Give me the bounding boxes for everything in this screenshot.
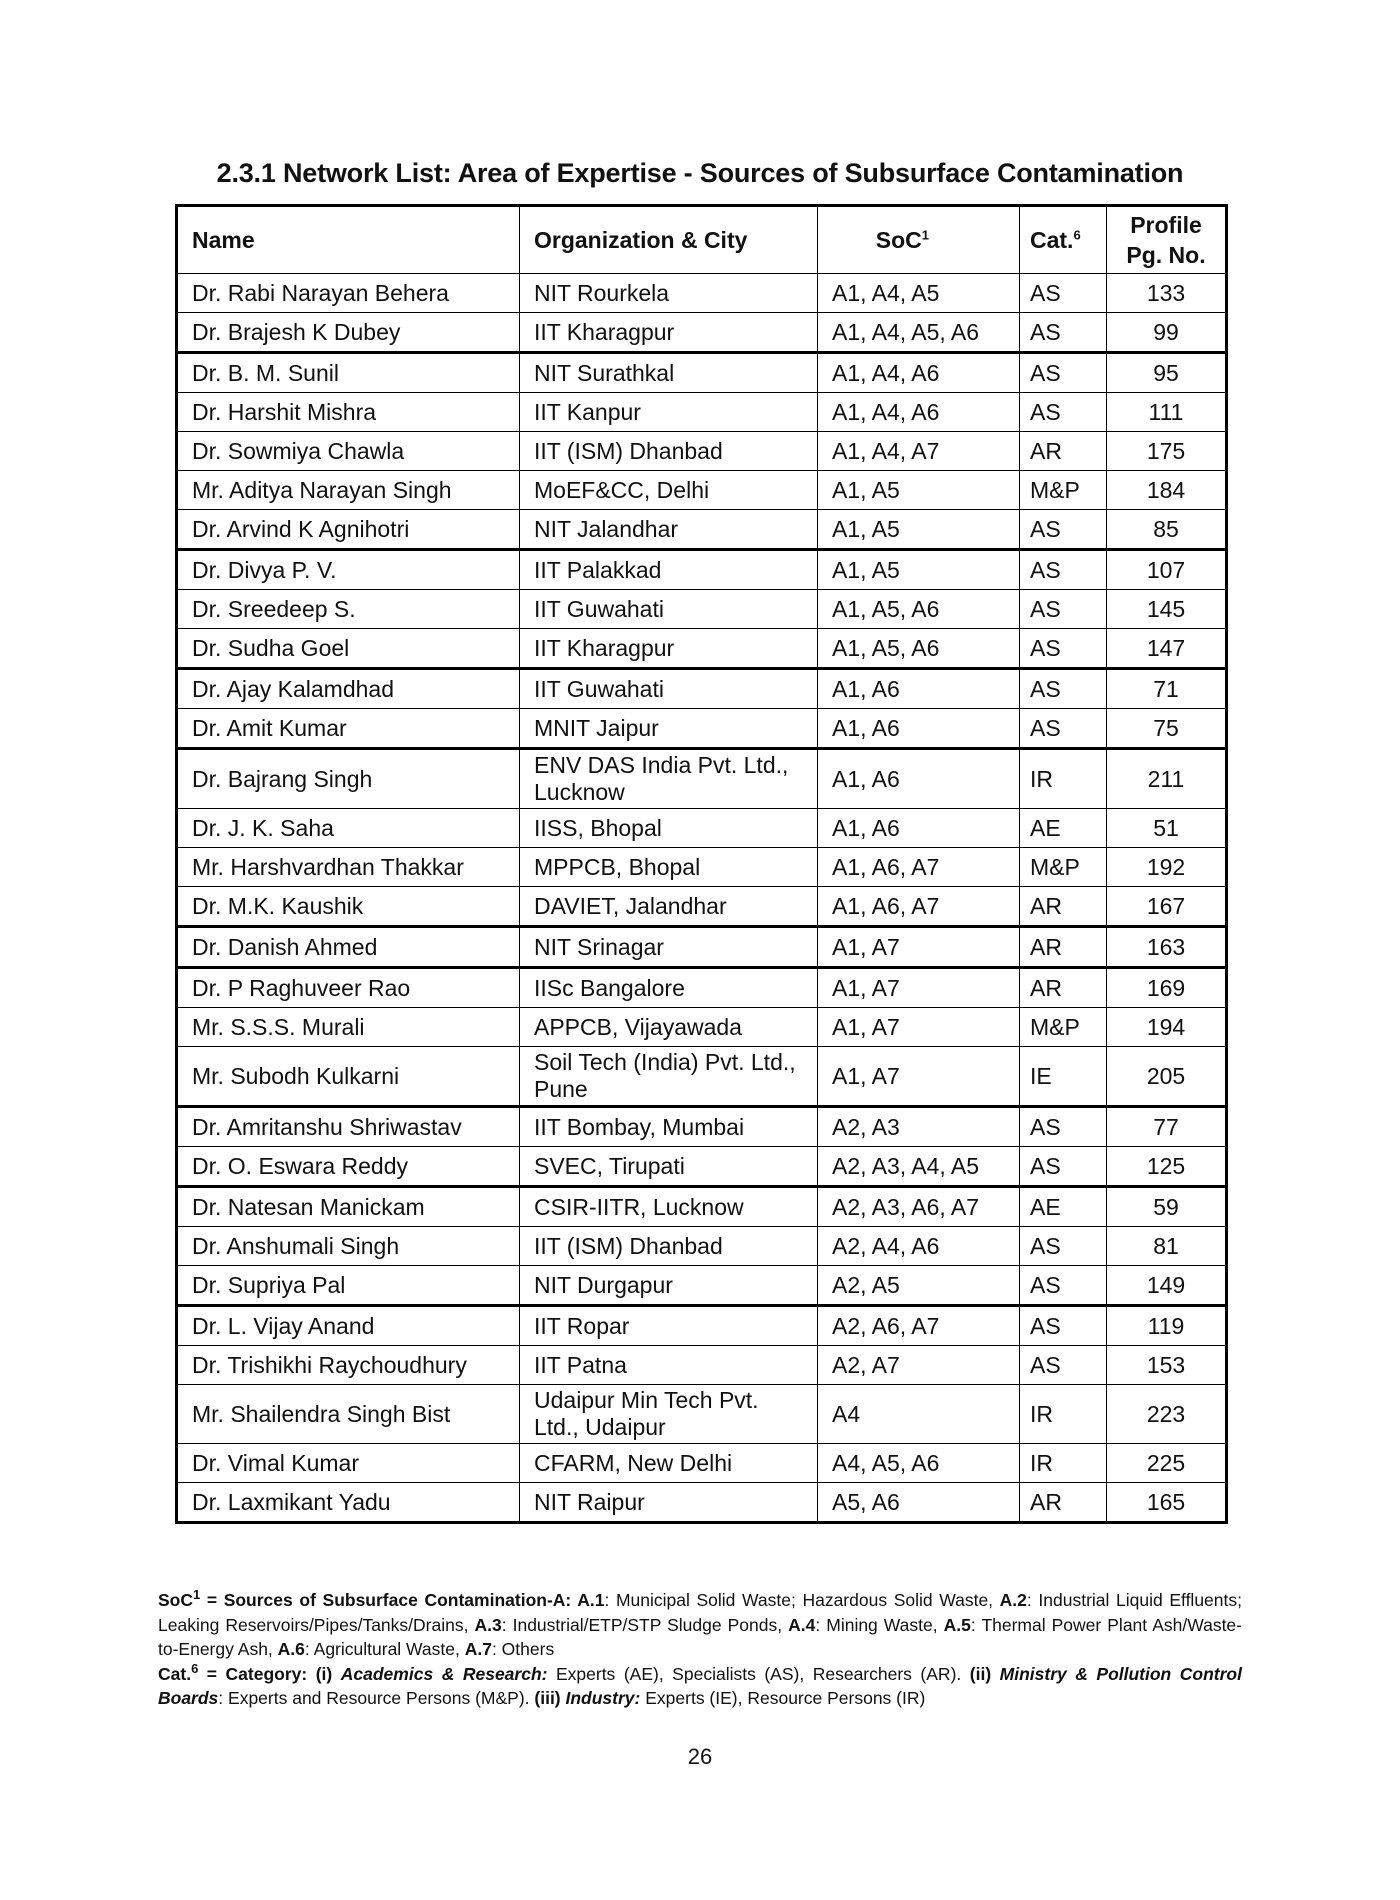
cell-soc: A1, A6 — [818, 749, 1020, 809]
cell-soc: A1, A7 — [818, 1008, 1020, 1047]
cell-soc: A1, A7 — [818, 927, 1020, 968]
cell-organization: IIT Patna — [520, 1346, 818, 1385]
table-row — [177, 1306, 1227, 1346]
table-row — [177, 629, 1227, 669]
cell-soc: A1, A6, A7 — [818, 887, 1020, 927]
cell-organization: APPCB, Vijayawada — [520, 1008, 818, 1047]
cell-organization: IISc Bangalore — [520, 968, 818, 1008]
cell-organization: NIT Surathkal — [520, 353, 818, 393]
cell-profile-page: 111 — [1107, 393, 1227, 432]
cell-category: AE — [1020, 809, 1107, 848]
page-title: 2.3.1 Network List: Area of Expertise - Sources of Subsurface Contamination — [216, 158, 1184, 188]
cell-profile-page: 85 — [1107, 510, 1227, 550]
cell-profile-page: 99 — [1107, 313, 1227, 353]
cell-name: Mr. Subodh Kulkarni — [177, 1047, 520, 1107]
cell-category: AS — [1020, 393, 1107, 432]
cell-soc: A1, A6, A7 — [818, 848, 1020, 887]
cell-organization: IIT (ISM) Dhanbad — [520, 432, 818, 471]
cell-name: Dr. Natesan Manickam — [177, 1187, 520, 1227]
cell-profile-page: 184 — [1107, 471, 1227, 510]
table-row — [177, 274, 1227, 313]
cell-name: Dr. L. Vijay Anand — [177, 1306, 520, 1346]
cell-name: Dr. Trishikhi Raychoudhury — [177, 1346, 520, 1385]
soc-description: : Industrial/ETP/STP Sludge Ponds, — [501, 1614, 789, 1635]
soc-key: A.5 — [943, 1614, 971, 1635]
soc-key: A.7 — [464, 1639, 492, 1659]
soc-key: A.1 — [577, 1590, 605, 1610]
cell-category: AR — [1020, 927, 1107, 968]
cell-profile-page: 81 — [1107, 1227, 1227, 1266]
header-soc: SoC$^1$ — [818, 206, 1020, 274]
cell-name: Dr. Brajesh K Dubey — [177, 313, 520, 353]
cell-profile-page: 125 — [1107, 1147, 1227, 1187]
cell-category: IR — [1020, 1444, 1107, 1483]
cell-profile-page: 147 — [1107, 629, 1227, 669]
table-row — [177, 393, 1227, 432]
cell-organization: IIT Palakkad — [520, 550, 818, 590]
page-number: 26 — [687, 1744, 713, 1769]
cell-organization: NIT Jalandhar — [520, 510, 818, 550]
cell-soc: A2, A5 — [818, 1266, 1020, 1306]
cell-profile-page: 59 — [1107, 1187, 1227, 1227]
cell-soc: A1, A7 — [818, 968, 1020, 1008]
cell-category: AS — [1020, 353, 1107, 393]
cell-category: AS — [1020, 1147, 1107, 1187]
table-row — [177, 432, 1227, 471]
cell-organization: NIT Durgapur — [520, 1266, 818, 1306]
cell-profile-page: 175 — [1107, 432, 1227, 471]
table-row — [177, 1147, 1227, 1187]
table-row — [177, 1008, 1227, 1047]
cell-organization: IIT Kharagpur — [520, 629, 818, 669]
cell-category: AS — [1020, 669, 1107, 709]
cell-category: M&P — [1020, 1008, 1107, 1047]
cell-name: Dr. Laxmikant Yadu — [177, 1483, 520, 1523]
table-row — [177, 510, 1227, 550]
cell-profile-page: 169 — [1107, 968, 1227, 1008]
soc-description: : Municipal Solid Waste; Hazardous Solid Waste, — [604, 1590, 1000, 1610]
cell-profile-page: 167 — [1107, 887, 1227, 927]
table-row — [177, 887, 1227, 927]
cell-organization: CFARM, New Delhi — [520, 1444, 818, 1483]
cell-category: IR — [1020, 749, 1107, 809]
cell-organization: NIT Rourkela — [520, 274, 818, 313]
cell-category: IR — [1020, 1385, 1107, 1444]
table-row — [177, 927, 1227, 968]
network-list-table — [175, 204, 1228, 1524]
cell-category: AS — [1020, 590, 1107, 629]
cell-name: Dr. Ajay Kalamdhad — [177, 669, 520, 709]
cell-profile-page: 71 — [1107, 669, 1227, 709]
cell-profile-page: 205 — [1107, 1047, 1227, 1107]
cell-soc: A2, A3 — [818, 1107, 1020, 1147]
cell-category: AS — [1020, 629, 1107, 669]
cell-name: Dr. M.K. Kaushik — [177, 887, 520, 927]
table-row — [177, 848, 1227, 887]
cell-profile-page: 163 — [1107, 927, 1227, 968]
cell-soc: A2, A3, A4, A5 — [818, 1147, 1020, 1187]
cell-name: Dr. Rabi Narayan Behera — [177, 274, 520, 313]
table-row — [177, 1483, 1227, 1523]
table-row — [177, 1346, 1227, 1385]
cell-organization: IIT Kanpur — [520, 393, 818, 432]
cell-category: AS — [1020, 1266, 1107, 1306]
cell-category: AS — [1020, 1306, 1107, 1346]
cell-name: Mr. Aditya Narayan Singh — [177, 471, 520, 510]
cell-organization: DAVIET, Jalandhar — [520, 887, 818, 927]
cell-name: Dr. Supriya Pal — [177, 1266, 520, 1306]
cell-name: Dr. O. Eswara Reddy — [177, 1147, 520, 1187]
cell-name: Mr. Shailendra Singh Bist — [177, 1385, 520, 1444]
table-row — [177, 1444, 1227, 1483]
table-row — [177, 1385, 1227, 1444]
cell-organization: IISS, Bhopal — [520, 809, 818, 848]
cell-name: Dr. Bajrang Singh — [177, 749, 520, 809]
cell-organization: Soil Tech (India) Pvt. Ltd., Pune — [520, 1047, 818, 1107]
header-category: Cat.$^6$ — [1020, 206, 1107, 274]
cell-category: AR — [1020, 432, 1107, 471]
cell-soc: A1, A5, A6 — [818, 590, 1020, 629]
cell-soc: A4 — [818, 1385, 1020, 1444]
table-row — [177, 1187, 1227, 1227]
cell-profile-page: 95 — [1107, 353, 1227, 393]
cell-name: Dr. Harshit Mishra — [177, 393, 520, 432]
table-row — [177, 550, 1227, 590]
cell-category: AS — [1020, 274, 1107, 313]
cell-soc: A2, A7 — [818, 1346, 1020, 1385]
cell-profile-page: 153 — [1107, 1346, 1227, 1385]
cell-category: AR — [1020, 968, 1107, 1008]
table-row — [177, 809, 1227, 848]
cell-name: Dr. Sreedeep S. — [177, 590, 520, 629]
footnotes — [158, 1588, 1242, 1711]
cell-organization: Udaipur Min Tech Pvt. Ltd., Udaipur — [520, 1385, 818, 1444]
soc-description: : Industrial Liquid Effluents; Leaking Reservoirs/Pipes/Tanks/Drains, — [158, 1590, 1242, 1635]
table-row — [177, 1227, 1227, 1266]
cell-category: AS — [1020, 550, 1107, 590]
cell-organization: MPPCB, Bhopal — [520, 848, 818, 887]
cell-soc: A1, A4, A7 — [818, 432, 1020, 471]
cell-organization: NIT Raipur — [520, 1483, 818, 1523]
cell-category: IE — [1020, 1047, 1107, 1107]
soc-description: : Thermal Power Plant Ash/Waste-to-Energy Ash, — [158, 1614, 1242, 1659]
cell-profile-page: 149 — [1107, 1266, 1227, 1306]
cell-profile-page: 145 — [1107, 590, 1227, 629]
table-row — [177, 471, 1227, 510]
cell-category: AS — [1020, 1346, 1107, 1385]
cell-name: Dr. Divya P. V. — [177, 550, 520, 590]
cell-soc: A1, A5, A6 — [818, 629, 1020, 669]
cell-organization: IIT Bombay, Mumbai — [520, 1107, 818, 1147]
cell-profile-page: 225 — [1107, 1444, 1227, 1483]
cell-soc: A1, A6 — [818, 669, 1020, 709]
table-row — [177, 313, 1227, 353]
cell-category: AR — [1020, 1483, 1107, 1523]
cell-name: Dr. B. M. Sunil — [177, 353, 520, 393]
cell-name: Dr. Danish Ahmed — [177, 927, 520, 968]
cell-name: Dr. Anshumali Singh — [177, 1227, 520, 1266]
cell-profile-page: 75 — [1107, 709, 1227, 749]
table-row — [177, 1107, 1227, 1147]
table-row — [177, 968, 1227, 1008]
cell-name: Dr. Arvind K Agnihotri — [177, 510, 520, 550]
header-profile-page: Profile Pg. No. — [1107, 206, 1227, 274]
table-row — [177, 1266, 1227, 1306]
cell-name: Mr. S.S.S. Murali — [177, 1008, 520, 1047]
header-organization: Organization & City — [520, 206, 818, 274]
cell-name: Dr. J. K. Saha — [177, 809, 520, 848]
cell-profile-page: 107 — [1107, 550, 1227, 590]
cell-soc: A5, A6 — [818, 1483, 1020, 1523]
cell-organization: IIT Kharagpur — [520, 313, 818, 353]
cell-soc: A2, A6, A7 — [818, 1306, 1020, 1346]
cell-soc: A2, A3, A6, A7 — [818, 1187, 1020, 1227]
cell-name: Mr. Harshvardhan Thakkar — [177, 848, 520, 887]
cell-soc: A1, A5 — [818, 510, 1020, 550]
cell-profile-page: 119 — [1107, 1306, 1227, 1346]
table-row — [177, 590, 1227, 629]
table-row — [177, 669, 1227, 709]
cell-profile-page: 133 — [1107, 274, 1227, 313]
cell-profile-page: 211 — [1107, 749, 1227, 809]
cell-organization: NIT Srinagar — [520, 927, 818, 968]
cell-organization: CSIR-IITR, Lucknow — [520, 1187, 818, 1227]
cell-organization: MoEF&CC, Delhi — [520, 471, 818, 510]
soc-description: : Mining Waste, — [815, 1614, 944, 1635]
cell-organization: SVEC, Tirupati — [520, 1147, 818, 1187]
cell-name: Dr. Sudha Goel — [177, 629, 520, 669]
cell-category: AS — [1020, 510, 1107, 550]
cell-soc: A2, A4, A6 — [818, 1227, 1020, 1266]
soc-key: A.2 — [999, 1590, 1027, 1610]
cell-profile-page: 192 — [1107, 848, 1227, 887]
cell-category: AS — [1020, 313, 1107, 353]
cell-name: Dr. Vimal Kumar — [177, 1444, 520, 1483]
table-row — [177, 749, 1227, 809]
cell-category: AS — [1020, 709, 1107, 749]
cell-profile-page: 223 — [1107, 1385, 1227, 1444]
cell-name: Dr. Sowmiya Chawla — [177, 432, 520, 471]
cell-soc: A1, A4, A5 — [818, 274, 1020, 313]
soc-description: : Agricultural Waste, — [304, 1639, 465, 1659]
cell-organization: ENV DAS India Pvt. Ltd., Lucknow — [520, 749, 818, 809]
soc-key: A.4 — [788, 1614, 816, 1635]
soc-key: A.3 — [474, 1614, 502, 1635]
cell-soc: A1, A4, A6 — [818, 353, 1020, 393]
cell-organization: IIT (ISM) Dhanbad — [520, 1227, 818, 1266]
soc-key: A.6 — [277, 1639, 305, 1659]
soc-description: : Others — [491, 1639, 555, 1659]
cell-soc: A1, A4, A6 — [818, 393, 1020, 432]
cell-organization: IIT Ropar — [520, 1306, 818, 1346]
cell-category: AE — [1020, 1187, 1107, 1227]
cell-organization: IIT Guwahati — [520, 590, 818, 629]
cell-profile-page: 51 — [1107, 809, 1227, 848]
table-row — [177, 709, 1227, 749]
cell-profile-page: 165 — [1107, 1483, 1227, 1523]
cell-soc: A1, A5 — [818, 550, 1020, 590]
cell-category: M&P — [1020, 471, 1107, 510]
cell-profile-page: 77 — [1107, 1107, 1227, 1147]
cell-organization: MNIT Jaipur — [520, 709, 818, 749]
cell-category: M&P — [1020, 848, 1107, 887]
cell-soc: A1, A7 — [818, 1047, 1020, 1107]
cell-soc: A4, A5, A6 — [818, 1444, 1020, 1483]
cell-category: AS — [1020, 1227, 1107, 1266]
cell-soc: A1, A6 — [818, 709, 1020, 749]
footnote-category: Cat.$^6$ = Category: (i) Academics & Research: Experts (AE), Specialists (AS), Researchers (AR). (ii) Ministry & Pollution Control Boards: Experts and Resource Persons (M&P). (iii) Industry: Experts (IE), Resource Persons (IR) — [158, 1660, 1242, 1708]
footnote-soc: SoC$^1$ = Sources of Subsurface Contamination-A: A.1: Municipal Solid Waste; Hazardous Solid Waste, A.2: Industrial Liquid Effluents; Leaking Reservoirs/Pipes/Tanks/Drains, A.3: Industrial/ETP/STP Sludge Ponds, A.4: Mining Waste, A.5: Thermal Power Plant Ash/Waste-to-Energy Ash, A.6: Agricultural Waste, A.7: Others — [158, 1587, 1242, 1659]
cell-category: AS — [1020, 1107, 1107, 1147]
cell-category: AR — [1020, 887, 1107, 927]
cell-profile-page: 194 — [1107, 1008, 1227, 1047]
cell-soc: A1, A5 — [818, 471, 1020, 510]
table-row — [177, 353, 1227, 393]
cell-organization: IIT Guwahati — [520, 669, 818, 709]
cell-soc: A1, A4, A5, A6 — [818, 313, 1020, 353]
cell-name: Dr. Amritanshu Shriwastav — [177, 1107, 520, 1147]
cell-name: Dr. P Raghuveer Rao — [177, 968, 520, 1008]
cell-soc: A1, A6 — [818, 809, 1020, 848]
cell-name: Dr. Amit Kumar — [177, 709, 520, 749]
table-header-row — [177, 206, 1227, 274]
header-name: Name — [177, 206, 520, 274]
table-row — [177, 1047, 1227, 1107]
